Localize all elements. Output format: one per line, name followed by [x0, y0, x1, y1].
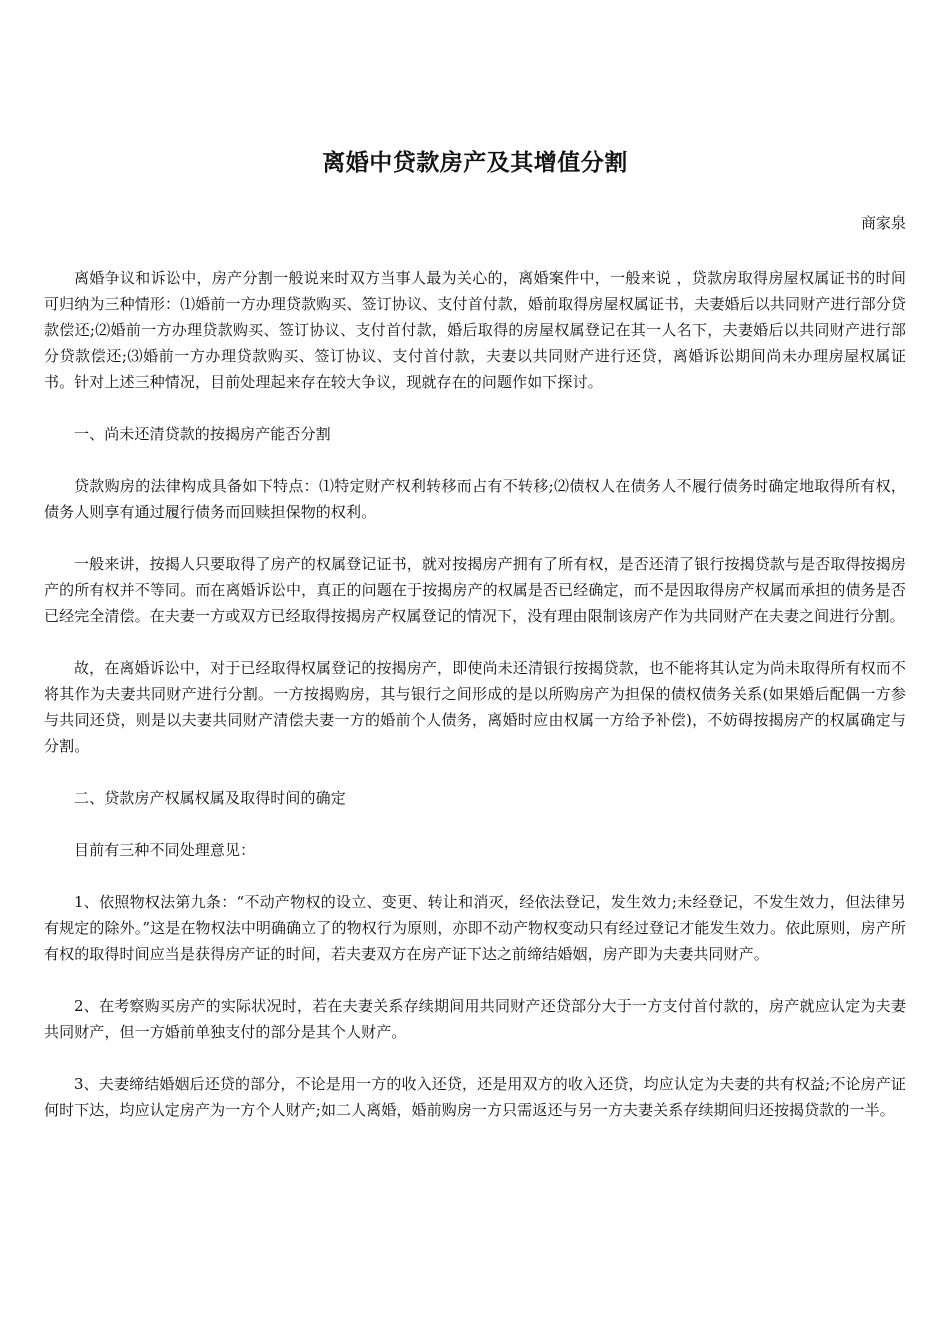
opinion-item-1: 1、依照物权法第九条：“不动产物权的设立、变更、转让和消灭，经依法登记，发生效力;未经登记，不发生效力，但法律另有规定的除外。”这是在物权法中明确确立了的物权行为原则，亦即不动产物权变动只有经过登记才能发生效力。依此原则，房产所有权的取得时间应当是获得房产证的时间，若夫妻双方在房产证下达之前缔结婚姻，房产即为夫妻共同财产。 — [44, 893, 906, 963]
body-paragraph: 贷款购房的法律构成具备如下特点：⑴特定财产权利转移而占有不转移;⑵债权人在债务人不履行债务时确定地取得所有权，债务人则享有通过履行债务而回赎担保物的权利。 — [44, 477, 906, 521]
section-heading-2: 二、贷款房产权属权属及取得时间的确定 — [74, 789, 346, 807]
section-heading-1: 一、尚未还清贷款的按揭房产能否分割 — [74, 425, 331, 443]
opinion-item-2: 2、在考察购买房产的实际状况时，若在夫妻关系存续期间用共同财产还贷部分大于一方支付首付款的，房产就应认定为夫妻共同财产，但一方婚前单独支付的部分是其个人财产。 — [44, 997, 906, 1041]
body-paragraph: 目前有三种不同处理意见： — [74, 841, 256, 859]
body-paragraph: 一般来讲，按揭人只要取得了房产的权属登记证书，就对按揭房产拥有了所有权，是否还清了银行按揭贷款与是否取得按揭房产的所有权并不等同。而在离婚诉讼中，真正的问题在于按揭房产的权属是否已经确定，而不是因取得房产权属而承担的债务是否已经完全清偿。在夫妻一方或双方已经取得按揭房产权属登记的情况下，没有理由限制该房产作为共同财产在夫妻之间进行分割。 — [44, 555, 906, 625]
document-page — [44, 0, 906, 1123]
opinion-item-3: 3、夫妻缔结婚姻后还贷的部分，不论是用一方的收入还贷，还是用双方的收入还贷，均应认定为夫妻的共有权益;不论房产证何时下达，均应认定房产为一方个人财产;如二人离婚，婚前购房一方只需返还与另一方夫妻关系存续期间归还按揭贷款的一半。 — [44, 1075, 906, 1119]
intro-paragraph: 离婚争议和诉讼中，房产分割一般说来时双方当事人最为关心的，离婚案件中，一般来说 ，贷款房取得房屋权属证书的时间可归纳为三种情形：⑴婚前一方办理贷款购买、签订协议、支付首付款，婚前取得房屋权属证书，夫妻婚后以共同财产进行部分贷款偿还;⑵婚前一方办理贷款购买、签订协议、支付首付款，婚后取得的房屋权属登记在其一人名下，夫妻婚后以共同财产进行部分贷款偿还;⑶婚前一方办理贷款购买、签订协议、支付首付款，夫妻以共同财产进行还贷，离婚诉讼期间尚未办理房屋权属证书。针对上述三种情况，目前处理起来存在较大争议，现就存在的问题作如下探讨。 — [44, 269, 906, 391]
document-author: 商家泉 — [860, 214, 906, 232]
body-paragraph: 故，在离婚诉讼中，对于已经取得权属登记的按揭房产，即使尚未还清银行按揭贷款，也不能将其认定为尚未取得所有权而不将其作为夫妻共同财产进行分割。一方按揭购房，其与银行之间形成的是以所购房产为担保的债权债务关系(如果婚后配偶一方参与共同还贷，则是以夫妻共同财产清偿夫妻一方的婚前个人债务，离婚时应由权属一方给予补偿)，不妨碍按揭房产的权属确定与分割。 — [44, 659, 906, 755]
document-title: 离婚中贷款房产及其增值分割 — [322, 150, 628, 176]
